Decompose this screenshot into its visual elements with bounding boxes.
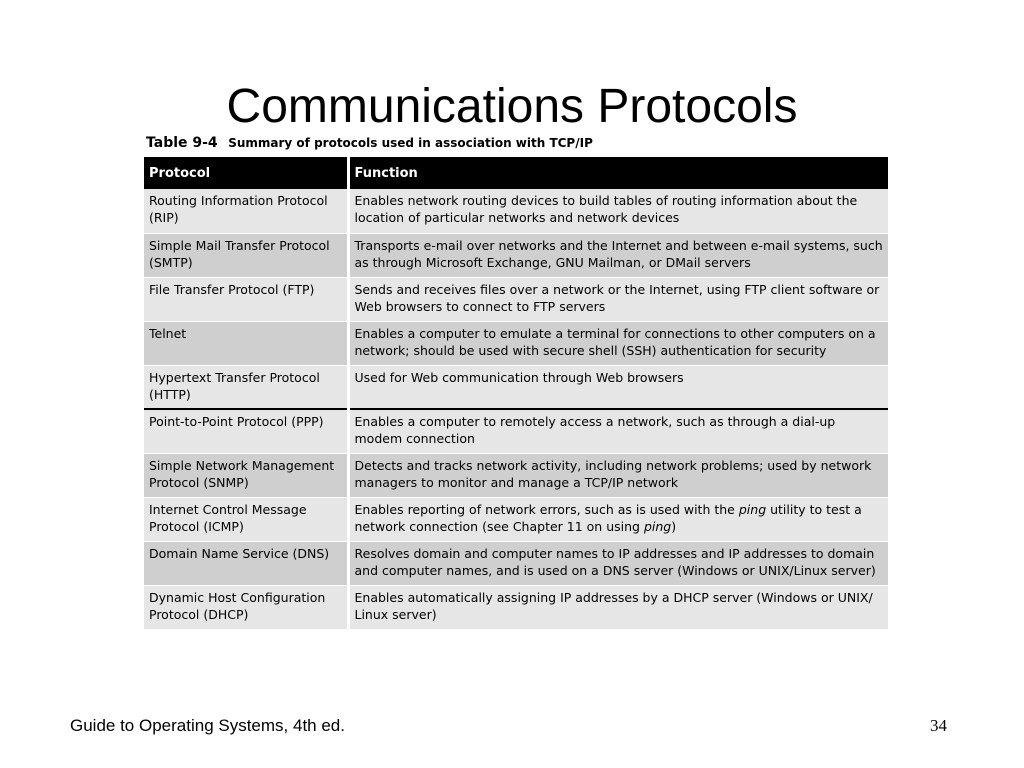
function-cell: Enables a computer to emulate a terminal for connections to other computers on a network; should be used with secure shell (SSH) authentication for security <box>348 321 888 365</box>
protocol-cell: Simple Mail Transfer Protocol (SMTP) <box>144 233 348 277</box>
function-cell: Transports e-mail over networks and the Internet and between e-mail systems, such as through Microsoft Exchange, GNU Mailman, or DMail servers <box>348 233 888 277</box>
table-row <box>144 585 888 629</box>
slide-title: Communications Protocols <box>226 80 798 133</box>
table-row <box>144 497 888 541</box>
function-cell: Enables a computer to remotely access a network, such as through a dial-up modem connection <box>348 409 888 453</box>
function-text: Enables reporting of network errors, such as is used with the <box>354 501 739 517</box>
table-caption-number: Table 9-4 <box>146 135 218 151</box>
protocol-cell: Telnet <box>144 321 348 365</box>
protocol-cell: Hypertext Transfer Protocol (HTTP) <box>144 365 348 409</box>
function-cell <box>348 497 888 541</box>
table-row <box>144 321 888 365</box>
function-cell: Used for Web communication through Web browsers <box>348 365 888 409</box>
table-row <box>144 233 888 277</box>
table-caption-text: Summary of protocols used in association with TCP/IP <box>228 136 593 150</box>
function-cell: Enables network routing devices to build tables of routing information about the location of particular networks and network devices <box>348 189 888 233</box>
table-row <box>144 365 888 409</box>
footer-book-title: Guide to Operating Systems, 4th ed. <box>70 716 345 735</box>
table-row <box>144 189 888 233</box>
protocol-cell: Routing Information Protocol (RIP) <box>144 189 348 233</box>
protocol-cell: Point-to-Point Protocol (PPP) <box>144 409 348 453</box>
page-number: 34 <box>930 716 947 735</box>
protocol-cell: Dynamic Host Configuration Protocol (DHCP) <box>144 585 348 629</box>
function-text-italic: ping <box>738 501 767 517</box>
function-text-italic: ping <box>643 518 672 534</box>
table-row <box>144 409 888 453</box>
table-header-row <box>144 157 888 189</box>
protocol-cell: Domain Name Service (DNS) <box>144 541 348 585</box>
function-cell: Resolves domain and computer names to IP addresses and IP addresses to domain and computer names, and is used on a DNS server (Windows or UNIX/Linux server) <box>348 541 888 585</box>
function-cell: Sends and receives files over a network or the Internet, using FTP client software or Web browsers to connect to FTP servers <box>348 277 888 321</box>
function-text: ) <box>671 518 677 534</box>
table-caption <box>146 135 593 151</box>
protocols-table <box>144 157 888 630</box>
header-function: Function <box>348 157 888 189</box>
function-text: utility to test a network connection (see Chapter 11 on using <box>354 501 862 534</box>
function-cell: Detects and tracks network activity, including network problems; used by network managers to monitor and manage a TCP/IP network <box>348 453 888 497</box>
protocol-cell: Simple Network Management Protocol (SNMP) <box>144 453 348 497</box>
protocol-cell: Internet Control Message Protocol (ICMP) <box>144 497 348 541</box>
table-row <box>144 277 888 321</box>
protocol-cell: File Transfer Protocol (FTP) <box>144 277 348 321</box>
header-protocol: Protocol <box>144 157 348 189</box>
table-row <box>144 453 888 497</box>
table-row <box>144 541 888 585</box>
function-cell: Enables automatically assigning IP addresses by a DHCP server (Windows or UNIX/ Linux server) <box>348 585 888 629</box>
